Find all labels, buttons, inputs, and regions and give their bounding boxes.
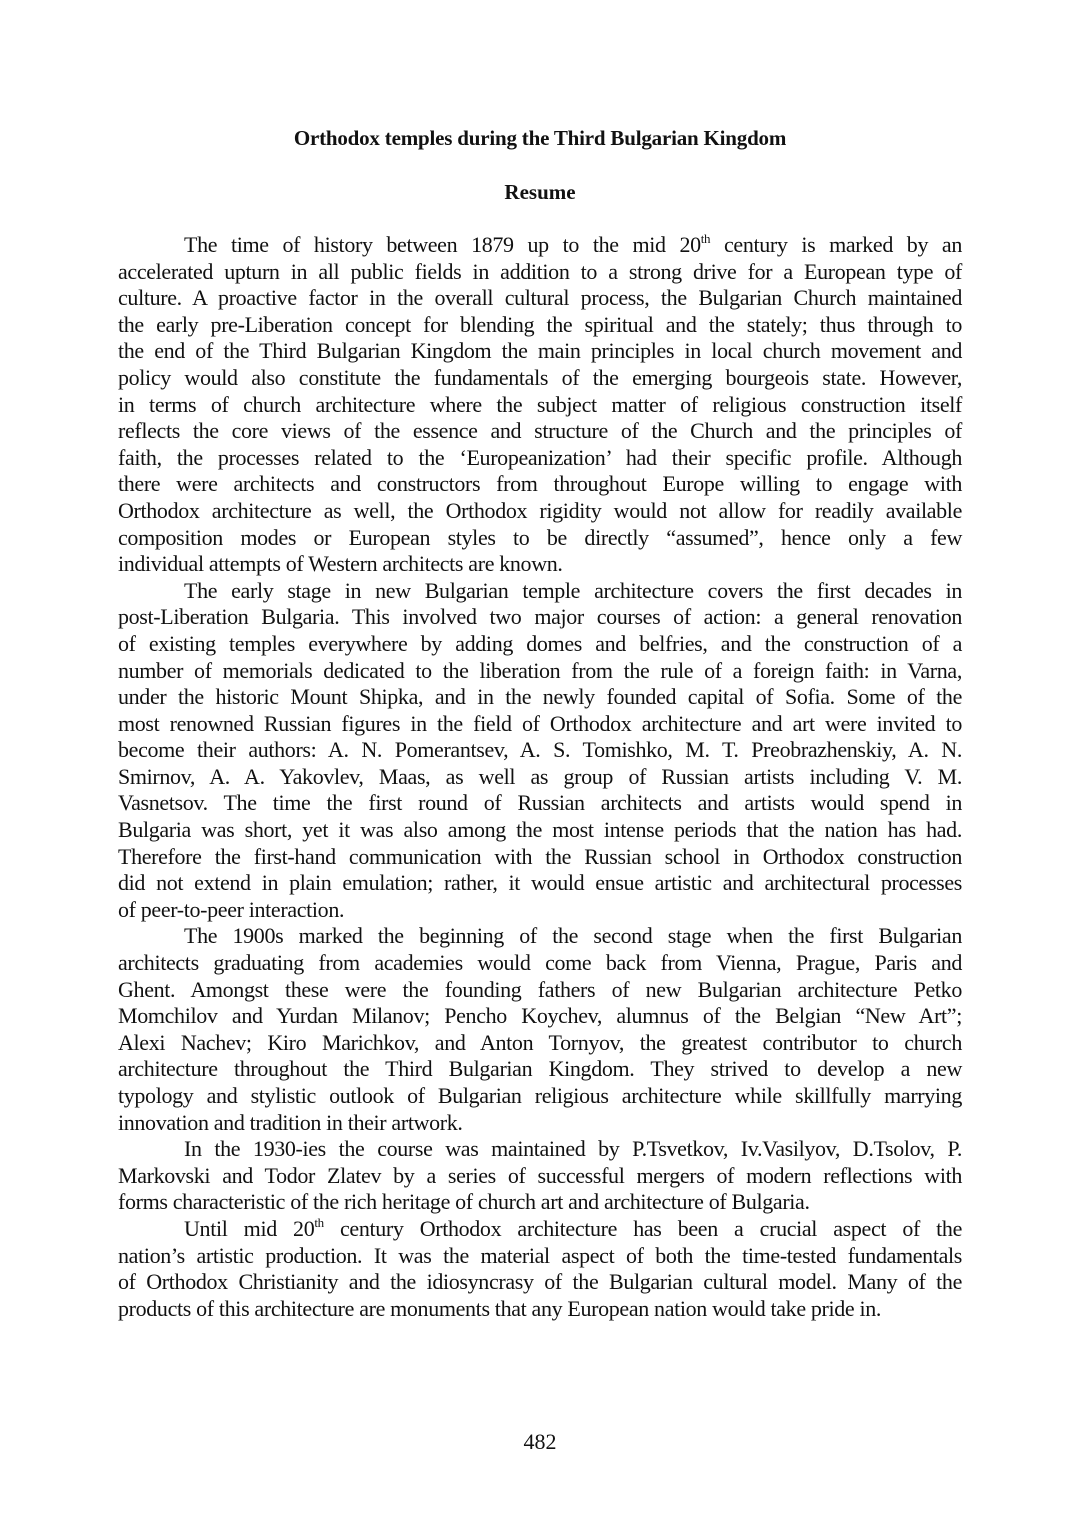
text-line: faith, the processes related to the ‘Europeanization’ had their specific profile. Although [118, 444, 962, 470]
text-line: Momchilov and Yurdan Milanov; Pencho Koychev, alumnus of the Belgian “New Art”; [118, 1003, 962, 1029]
text-line: Therefore the first-hand communication with the Russian school in Orthodox construction [118, 843, 962, 869]
superscript: th [700, 231, 711, 246]
paragraph [118, 1216, 962, 1322]
text-line: The time of history between 1879 up to the mid 20th century is marked by an [184, 231, 962, 257]
page-number: 482 [523, 1429, 557, 1454]
text-line: culture. A proactive factor in the overall cultural process, the Bulgarian Church maintained [118, 285, 962, 311]
text-line: Vasnetsov. The time the first round of Russian architects and artists would spend in [118, 790, 962, 816]
paragraph [118, 1136, 962, 1216]
paragraph [118, 578, 962, 924]
text-line: nation’s artistic production. It was the material aspect of both the time-tested fundamentals [118, 1242, 962, 1268]
text-line: individual attempts of Western architects are known. [118, 551, 563, 577]
text-line: the end of the Third Bulgarian Kingdom the main principles in local church movement and [118, 338, 962, 364]
text-line: innovation and tradition in their artwork. [118, 1109, 463, 1135]
text-line: architecture throughout the Third Bulgarian Kingdom. They strived to develop a new [118, 1056, 962, 1082]
text-line: post-Liberation Bulgaria. This involved two major courses of action: a general renovation [118, 604, 962, 630]
text-line: reflects the core views of the essence and structure of the Church and the principles of [118, 418, 962, 444]
text-line: policy would also constitute the fundamentals of the emerging bourgeois state. However, [118, 364, 962, 390]
text-line: become their authors: A. N. Pomerantsev, A. S. Tomishko, M. T. Preobrazhenskiy, A. N. [118, 737, 962, 763]
text-line: did not extend in plain emulation; rather, it would ensue artistic and architectural processes [118, 870, 962, 896]
text-line: typology and stylistic outlook of Bulgarian religious architecture while skillfully marrying [118, 1083, 962, 1108]
text-line: number of memorials dedicated to the liberation from the rule of a foreign faith: in Varna, [118, 657, 962, 683]
text-line: the early pre-Liberation concept for blending the spiritual and the stately; thus through to [118, 311, 962, 337]
text-line: products of this architecture are monuments that any European nation would take pride in. [118, 1295, 882, 1321]
text-line: Smirnov, A. A. Yakovlev, Maas, as well as group of Russian artists including V. M. [118, 763, 962, 789]
text-line: The 1900s marked the beginning of the second stage when the first Bulgarian [184, 923, 962, 949]
text-line: Bulgaria was short, yet it was also among the most intense periods that the nation has had. [118, 817, 962, 843]
section-heading: Resume [504, 180, 576, 204]
text-line: Ghent. Amongst these were the founding fathers of new Bulgarian architecture Petko [118, 976, 962, 1002]
text-line: Alexi Nachev; Kiro Marichkov, and Anton Tornyov, the greatest contributor to church [118, 1029, 962, 1055]
paragraph [118, 232, 962, 578]
text-line: In the 1930-ies the course was maintained by P.Tsvetkov, Iv.Vasilyov, D.Tsolov, P. [184, 1136, 962, 1162]
text-line: of peer-to-peer interaction. [118, 896, 345, 922]
superscript: th [314, 1214, 324, 1230]
text-line: of existing temples everywhere by adding domes and belfries, and the construction of a [118, 630, 962, 656]
text-line: in terms of church architecture where the subject matter of religious construction itself [118, 391, 962, 417]
text-line: of Orthodox Christianity and the idiosyncrasy of the Bulgarian cultural model. Many of the [118, 1269, 962, 1295]
text-line: composition modes or European styles to be directly “assumed”, hence only a few [118, 524, 962, 550]
text-line: architects graduating from academies would come back from Vienna, Prague, Paris and [118, 950, 962, 976]
document-title: Orthodox temples during the Third Bulgarian Kingdom [293, 126, 787, 150]
text-line: Orthodox architecture as well, the Orthodox rigidity would not allow for readily available [118, 497, 962, 523]
text-line: accelerated upturn in all public fields in addition to a strong drive for a European type of [118, 258, 962, 284]
text-line: Markovski and Todor Zlatev by a series of successful mergers of modern reflections with [118, 1162, 962, 1188]
text-line: most renowned Russian figures in the field of Orthodox architecture and art were invited to [118, 710, 962, 736]
text-line: under the historic Mount Shipka, and in the newly founded capital of Sofia. Some of the [118, 684, 962, 710]
paragraph [118, 923, 962, 1136]
text-line: The early stage in new Bulgarian temple architecture covers the first decades in [184, 577, 962, 603]
text-line: Until mid 20th century Orthodox architecture has been a crucial aspect of the [184, 1214, 962, 1241]
text-line: forms characteristic of the rich heritage of church art and architecture of Bulgaria. [118, 1189, 810, 1215]
body-text [118, 232, 962, 1322]
text-line: there were architects and constructors from throughout Europe willing to engage with [118, 471, 962, 497]
